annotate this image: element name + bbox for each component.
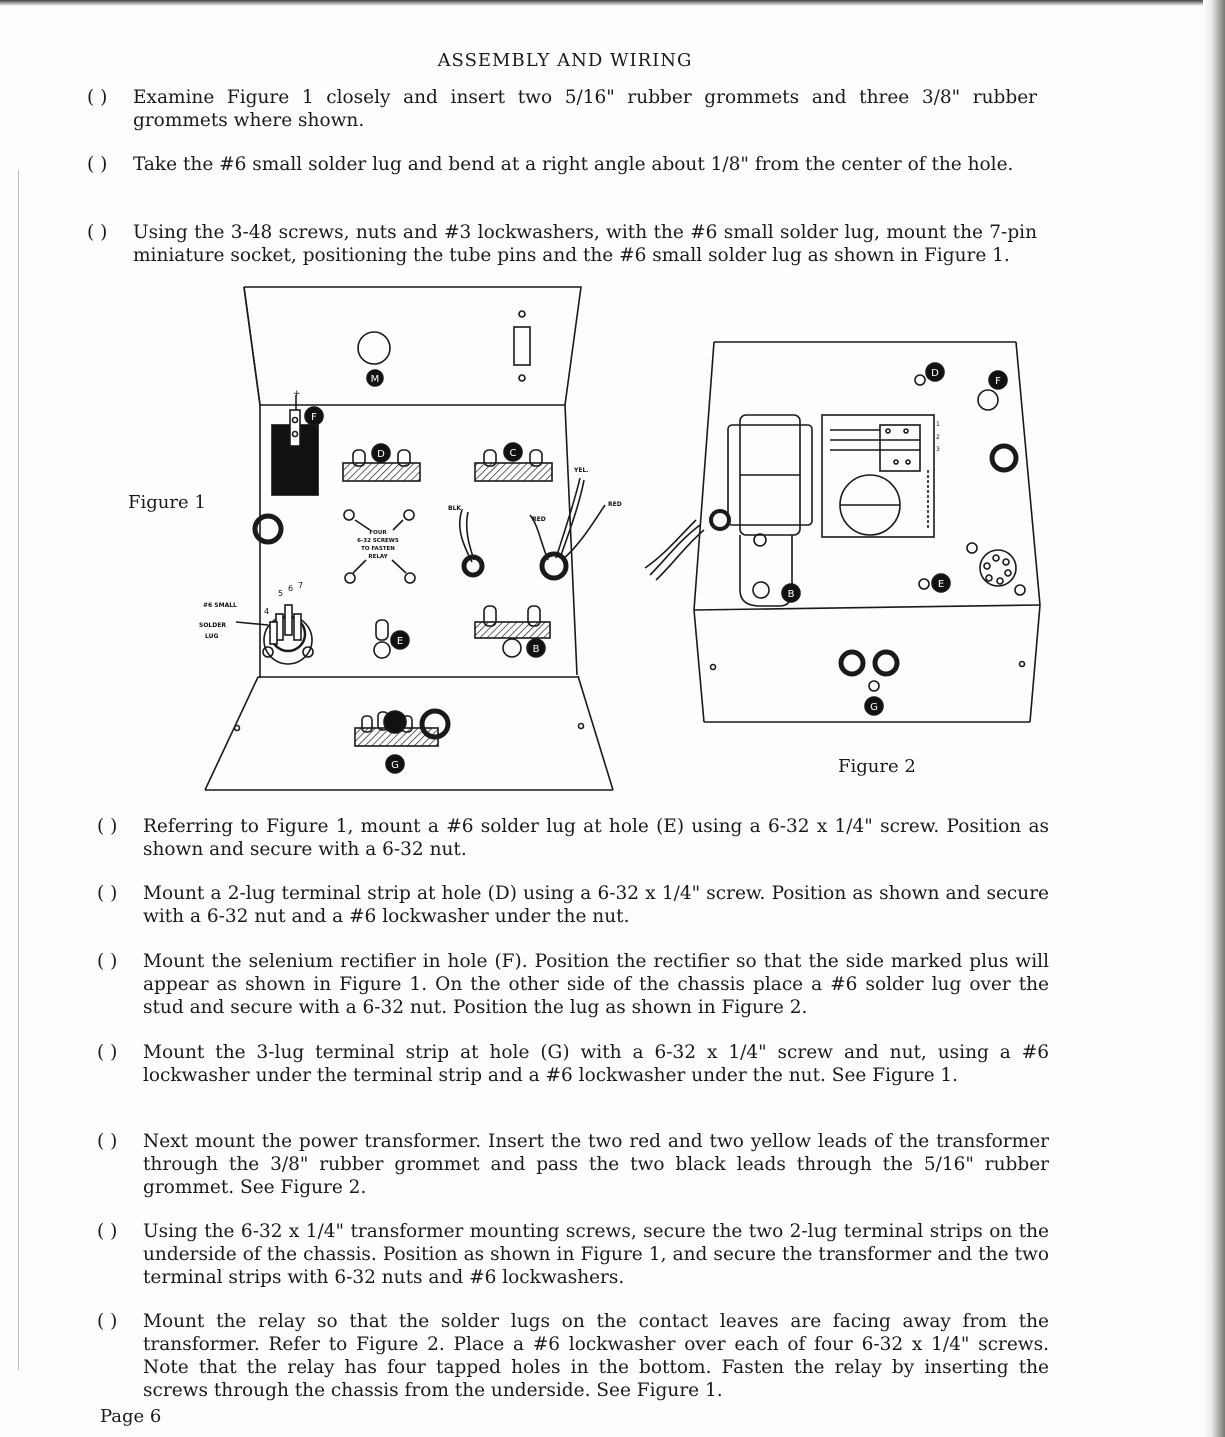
figure1-label: Figure 1: [128, 492, 206, 513]
figure2-relay: [822, 415, 940, 537]
step-checkbox[interactable]: ( ): [87, 87, 108, 108]
step-text: Mount the 3-lug terminal strip at hole (G) with a 6-32 x 1/4" screw and nut, using a #6 lockwasher under the terminal strip and a #6 lockwasher under the nut. See Figure 1.: [143, 1042, 1049, 1086]
svg-text:7: 7: [298, 581, 304, 590]
step-rectifier: [97, 950, 1049, 1019]
step-checkbox[interactable]: ( ): [87, 154, 108, 175]
svg-text:G: G: [870, 702, 878, 713]
figure2-hole-g: [841, 652, 897, 715]
svg-text:D: D: [931, 368, 939, 379]
step-checkbox[interactable]: ( ): [97, 1221, 118, 1242]
step-relay: [97, 1310, 1049, 1402]
svg-text:6-32 SCREWS: 6-32 SCREWS: [357, 538, 399, 544]
page-number: Page 6: [100, 1406, 162, 1427]
page-title: ASSEMBLY AND WIRING: [437, 50, 693, 71]
svg-text:5: 5: [278, 589, 284, 598]
step-text: Mount a 2-lug terminal strip at hole (D) using a 6-32 x 1/4" screw. Position as shown and secure with a 6-32 nut and a #6 lockwasher under the nut.: [143, 883, 1049, 927]
step-text: Take the #6 small solder lug and bend at a right angle about 1/8" from the center of the hole.: [133, 154, 1014, 175]
svg-text:2: 2: [936, 434, 940, 441]
figure1-tube-socket: [199, 581, 313, 664]
svg-text:F: F: [311, 412, 317, 423]
figure2-tube-socket: [967, 543, 1025, 595]
svg-text:C: C: [509, 448, 517, 459]
svg-text:B: B: [787, 589, 795, 600]
step-text: Mount the relay so that the solder lugs on the contact leaves are facing away from the transformer. Refer to Figure 2. Place a #6 lockwasher over each of four 6-32 x 1/4" screws. Note that the relay has four tapped holes in the bottom. Fasten the relay by inserting the screws through the chassis from the underside. See Figure 1.: [143, 1311, 1049, 1401]
svg-text:D: D: [377, 449, 385, 460]
figure1-relay-screws: [344, 510, 415, 583]
svg-text:#6 SMALL: #6 SMALL: [203, 602, 237, 609]
figure1-terminal-strip-d: [343, 444, 420, 481]
step-checkbox[interactable]: ( ): [87, 222, 108, 243]
figure1-chassis: [205, 287, 613, 790]
step-solder-lug-e: [97, 815, 1049, 861]
svg-text:E: E: [396, 636, 404, 647]
step-terminal-strip-d: [97, 882, 1049, 928]
step-checkbox[interactable]: ( ): [97, 1042, 118, 1063]
step-text: Using the 3-48 screws, nuts and #3 lockwashers, with the #6 small solder lug, mount the 7-pin miniature socket, positioning the tube pins and the #6 small solder lug as shown in Figure 1.: [133, 222, 1037, 266]
svg-text:6: 6: [288, 584, 294, 593]
step-text: Examine Figure 1 closely and insert two 5/16" rubber grommets and three 3/8" rubber grommets where shown.: [133, 87, 1037, 131]
step-text: Using the 6-32 x 1/4" transformer mounting screws, secure the two 2-lug terminal strips on the underside of the chassis. Position as shown in Figure 1, and secure the transformer and the two terminal strips with 6-32 nuts and #6 lockwashers.: [143, 1221, 1049, 1288]
figure1-switch: [514, 311, 530, 381]
svg-text:F: F: [995, 376, 1001, 387]
svg-text:YEL.: YEL.: [574, 467, 589, 474]
svg-text:RED: RED: [608, 501, 622, 508]
figure1-solder-lug-e: [374, 620, 409, 658]
svg-text:TO FASTEN: TO FASTEN: [361, 546, 395, 552]
figure2-label: Figure 2: [838, 756, 916, 777]
step-transformer: [97, 1130, 1049, 1199]
hole-label: M: [370, 374, 380, 385]
svg-text:SOLDER: SOLDER: [199, 622, 226, 629]
svg-text:E: E: [937, 579, 945, 590]
figure2-transformer: [645, 415, 812, 606]
figure1-terminal-strip-c: [475, 443, 552, 481]
svg-text:RED: RED: [532, 516, 546, 523]
svg-text:B: B: [532, 644, 540, 655]
figure2-hole-e: [919, 574, 950, 592]
svg-text:1: 1: [936, 421, 940, 428]
step-text: Next mount the power transformer. Insert the two red and two yellow leads of the transformer through the 3/8" rubber grommet and pass the two black leads through the 5/16" rubber grommet. See Figure 2.: [143, 1131, 1049, 1198]
svg-text:G: G: [391, 760, 399, 771]
figure1-lead-grommets: [448, 467, 622, 578]
step-checkbox[interactable]: ( ): [97, 1311, 118, 1332]
figure2-holes-top: [915, 363, 1016, 470]
figure1-terminal-strip-g: [355, 711, 448, 773]
figure1-hole-m: [358, 332, 390, 386]
svg-text:4: 4: [264, 607, 270, 616]
step-checkbox[interactable]: ( ): [97, 951, 118, 972]
step-checkbox[interactable]: ( ): [97, 1131, 118, 1152]
figure1-grommet-left: [255, 516, 281, 542]
step-checkbox[interactable]: ( ): [97, 883, 118, 904]
step-text: Referring to Figure 1, mount a #6 solder lug at hole (E) using a 6-32 x 1/4" screw. Position as shown and secure with a 6-32 nut.: [143, 816, 1049, 860]
figure2-chassis: [694, 342, 1040, 722]
svg-text:+: +: [293, 389, 301, 399]
svg-text:LUG: LUG: [205, 633, 219, 640]
step-terminal-strips-underside: [97, 1220, 1049, 1289]
svg-text:BLK.: BLK.: [448, 505, 464, 512]
svg-text:3: 3: [936, 446, 940, 453]
figure1-terminal-strip-b: [475, 606, 550, 657]
svg-text:RELAY: RELAY: [368, 554, 388, 560]
svg-text:FOUR: FOUR: [369, 530, 387, 536]
step-terminal-strip-g: [97, 1041, 1049, 1087]
step-checkbox[interactable]: ( ): [97, 816, 118, 837]
step-text: Mount the selenium rectifier in hole (F). Position the rectifier so that the side marked plus will appear as shown in Figure 1. On the other side of the chassis place a #6 solder lug over the stud and secure with a 6-32 nut. Position the lug as shown in Figure 2.: [143, 951, 1049, 1018]
